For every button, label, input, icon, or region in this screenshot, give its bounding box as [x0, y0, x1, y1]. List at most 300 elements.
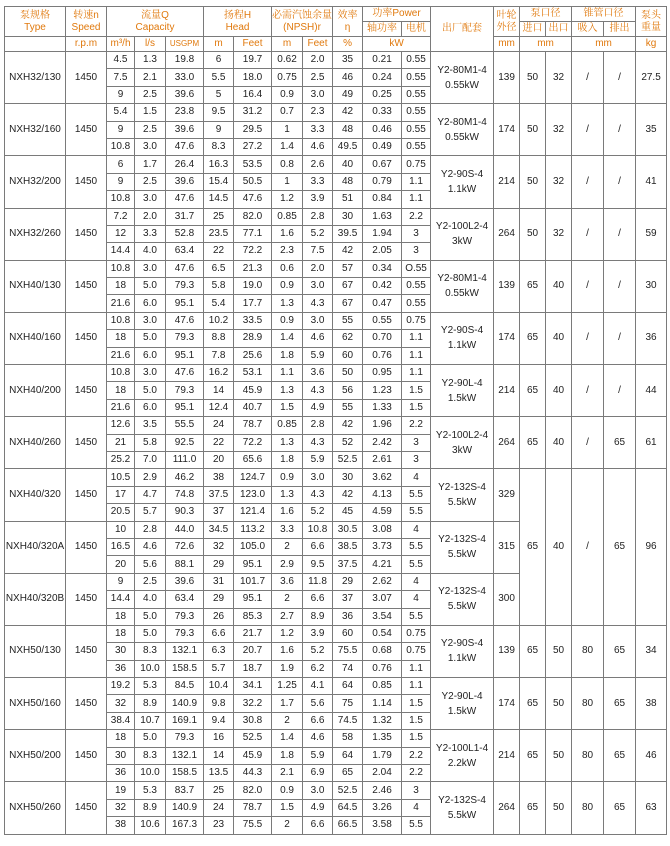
npsh-feet-cell: 2.6: [303, 156, 333, 173]
speed-cell: 1450: [66, 208, 107, 260]
npsh-m-cell: 1.25: [272, 678, 303, 695]
model-type-cell: NXH40/320B: [5, 573, 66, 625]
inlet-cell: 65: [520, 782, 546, 834]
impeller-cell: 214: [494, 365, 520, 417]
capacity-usgpm-cell: 132.1: [166, 643, 204, 660]
efficiency-cell: 40: [333, 156, 363, 173]
capacity-m3h-cell: 20.5: [107, 504, 135, 521]
capacity-ls-cell: 10.7: [135, 712, 166, 729]
shaft-power-cell: 0.24: [363, 69, 402, 86]
outlet-cell: 50: [546, 730, 572, 782]
npsh-feet-cell: 2.5: [303, 69, 333, 86]
impeller-cell: 264: [494, 782, 520, 834]
header-efficiency: 效率 η: [333, 7, 363, 37]
motor-match-cell: [431, 156, 494, 208]
weight-cell: 46: [636, 730, 667, 782]
head-m-cell: 12.4: [204, 399, 234, 416]
impeller-cell: 315: [494, 521, 520, 573]
head-feet-cell: 113.2: [234, 521, 272, 538]
motor-power-cell: 1.1: [402, 173, 431, 190]
unit-impeller: mm: [494, 37, 520, 52]
head-m-cell: 6.3: [204, 643, 234, 660]
npsh-m-cell: 2.9: [272, 556, 303, 573]
motor-power-cell: 0.55: [402, 104, 431, 121]
model-type-cell: NXH40/160: [5, 312, 66, 364]
capacity-usgpm-cell: 158.5: [166, 660, 204, 677]
head-feet-cell: 47.6: [234, 191, 272, 208]
head-feet-cell: 105.0: [234, 538, 272, 555]
motor-power-cell: 2.2: [402, 417, 431, 434]
capacity-m3h-cell: 30: [107, 747, 135, 764]
model-type-cell: NXH40/320A: [5, 521, 66, 573]
motor-model: Y2-132S-4: [438, 481, 486, 493]
speed-cell: 1450: [66, 521, 107, 573]
npsh-feet-cell: 6.6: [303, 591, 333, 608]
npsh-feet-cell: 9.5: [303, 556, 333, 573]
impeller-cell: 174: [494, 312, 520, 364]
motor-power-cell: 1.5: [402, 730, 431, 747]
capacity-m3h-cell: 12: [107, 225, 135, 242]
table-row: [5, 208, 667, 225]
npsh-feet-cell: 8.9: [303, 608, 333, 625]
capacity-m3h-cell: 18: [107, 382, 135, 399]
shaft-power-cell: 0.67: [363, 156, 402, 173]
capacity-ls-cell: 8.3: [135, 747, 166, 764]
efficiency-cell: 60: [333, 625, 363, 642]
shaft-power-cell: 2.61: [363, 451, 402, 468]
capacity-m3h-cell: 10.8: [107, 260, 135, 277]
shaft-power-cell: 1.35: [363, 730, 402, 747]
npsh-m-cell: 1.6: [272, 225, 303, 242]
header-npsh: 必需汽蚀余量 (NPSH)r: [272, 7, 333, 37]
head-feet-cell: 33.5: [234, 312, 272, 329]
capacity-usgpm-cell: 95.1: [166, 347, 204, 364]
head-feet-cell: 45.9: [234, 382, 272, 399]
motor-power-cell: 1.1: [402, 660, 431, 677]
header-units-row: [5, 37, 667, 52]
head-m-cell: 8.3: [204, 138, 234, 155]
capacity-m3h-cell: 21.6: [107, 399, 135, 416]
npsh-feet-cell: 5.2: [303, 504, 333, 521]
npsh-feet-cell: 3.9: [303, 625, 333, 642]
npsh-m-cell: 1.2: [272, 625, 303, 642]
header-suction: 吸入: [572, 22, 604, 37]
capacity-ls-cell: 3.0: [135, 312, 166, 329]
shaft-power-cell: 2.42: [363, 434, 402, 451]
motor-power-cell: 4: [402, 591, 431, 608]
capacity-usgpm-cell: 31.7: [166, 208, 204, 225]
head-feet-cell: 85.3: [234, 608, 272, 625]
motor-power-cell: 0.55: [402, 52, 431, 69]
head-feet-cell: 44.3: [234, 765, 272, 782]
speed-cell: 1450: [66, 573, 107, 625]
npsh-feet-cell: 4.6: [303, 330, 333, 347]
motor-power-cell: 1.1: [402, 347, 431, 364]
capacity-usgpm-cell: 23.8: [166, 104, 204, 121]
capacity-usgpm-cell: 90.3: [166, 504, 204, 521]
speed-cell: 1450: [66, 782, 107, 834]
motor-rating: 0.55kW: [445, 131, 479, 143]
capacity-usgpm-cell: 84.5: [166, 678, 204, 695]
motor-power-cell: 1.1: [402, 191, 431, 208]
inlet-cell: 65: [520, 625, 546, 677]
motor-model: Y2-80M1-4: [437, 116, 487, 128]
npsh-m-cell: 2: [272, 817, 303, 834]
capacity-ls-cell: 4.6: [135, 538, 166, 555]
discharge-cell: /: [604, 52, 636, 104]
capacity-ls-cell: 10.0: [135, 765, 166, 782]
motor-match-cell: [431, 678, 494, 730]
outlet-cell: 50: [546, 625, 572, 677]
impeller-cell: 264: [494, 208, 520, 260]
motor-rating: 5.5kW: [447, 809, 477, 821]
head-m-cell: 24: [204, 799, 234, 816]
capacity-ls-cell: 5.6: [135, 556, 166, 573]
capacity-ls-cell: 3.0: [135, 138, 166, 155]
outlet-cell: 50: [546, 782, 572, 834]
motor-power-cell: 4: [402, 573, 431, 590]
npsh-m-cell: 0.9: [272, 312, 303, 329]
shaft-power-cell: 0.47: [363, 295, 402, 312]
motor-model: Y2-132S-4: [438, 586, 486, 598]
motor-power-cell: 0.75: [402, 625, 431, 642]
efficiency-cell: 64: [333, 678, 363, 695]
head-m-cell: 5.4: [204, 295, 234, 312]
capacity-usgpm-cell: 52.8: [166, 225, 204, 242]
capacity-ls-cell: 4.0: [135, 243, 166, 260]
head-m-cell: 13.5: [204, 765, 234, 782]
speed-cell: 1450: [66, 625, 107, 677]
motor-model: Y2-100L1-4: [435, 742, 489, 754]
unit-type-blank: [5, 37, 66, 52]
head-feet-cell: 75.5: [234, 817, 272, 834]
capacity-usgpm-cell: 111.0: [166, 451, 204, 468]
suction-cell: /: [572, 260, 604, 312]
head-m-cell: 9.8: [204, 695, 234, 712]
npsh-m-cell: 1.2: [272, 191, 303, 208]
shaft-power-cell: 1.23: [363, 382, 402, 399]
weight-cell: 59: [636, 208, 667, 260]
efficiency-cell: 74.5: [333, 712, 363, 729]
shaft-power-cell: 1.14: [363, 695, 402, 712]
unit-ls: l/s: [135, 37, 166, 52]
header-discharge: 排出: [604, 22, 636, 37]
head-m-cell: 16: [204, 730, 234, 747]
capacity-ls-cell: 10.6: [135, 817, 166, 834]
discharge-cell: 65: [604, 417, 636, 469]
npsh-m-cell: 1.8: [272, 747, 303, 764]
header-motor-match: 出厂配套: [431, 7, 494, 52]
head-m-cell: 32: [204, 538, 234, 555]
shaft-power-cell: 3.07: [363, 591, 402, 608]
unit-head-feet: Feet: [234, 37, 272, 52]
motor-model: Y2-132S-4: [438, 794, 486, 806]
shaft-power-cell: 0.85: [363, 678, 402, 695]
motor-power-cell: 0.55: [402, 121, 431, 138]
npsh-feet-cell: 3.0: [303, 782, 333, 799]
capacity-usgpm-cell: 169.1: [166, 712, 204, 729]
motor-power-cell: 2.2: [402, 765, 431, 782]
shaft-power-cell: 1.63: [363, 208, 402, 225]
efficiency-cell: 50: [333, 365, 363, 382]
header-motor-power: 电机: [402, 22, 431, 37]
shaft-power-cell: 3.54: [363, 608, 402, 625]
suction-cell: /: [572, 365, 604, 417]
motor-rating: 3kW: [452, 444, 473, 456]
capacity-m3h-cell: 4.5: [107, 52, 135, 69]
head-m-cell: 37: [204, 504, 234, 521]
capacity-m3h-cell: 38.4: [107, 712, 135, 729]
impeller-cell: 139: [494, 52, 520, 104]
npsh-m-cell: 1.3: [272, 486, 303, 503]
capacity-ls-cell: 1.7: [135, 156, 166, 173]
efficiency-cell: 67: [333, 278, 363, 295]
header-outlet: 出口: [546, 22, 572, 37]
motor-rating: 1.1kW: [447, 653, 477, 665]
capacity-usgpm-cell: 79.3: [166, 330, 204, 347]
motor-rating: 5.5kW: [447, 496, 477, 508]
capacity-ls-cell: 10.0: [135, 660, 166, 677]
head-feet-cell: 40.7: [234, 399, 272, 416]
npsh-feet-cell: 3.6: [303, 365, 333, 382]
motor-power-cell: 3: [402, 225, 431, 242]
capacity-ls-cell: 3.0: [135, 365, 166, 382]
motor-power-cell: 5.5: [402, 608, 431, 625]
npsh-m-cell: 2: [272, 712, 303, 729]
npsh-feet-cell: 4.9: [303, 799, 333, 816]
capacity-ls-cell: 2.0: [135, 208, 166, 225]
efficiency-cell: 49: [333, 86, 363, 103]
npsh-feet-cell: 7.5: [303, 243, 333, 260]
motor-power-cell: 1.1: [402, 365, 431, 382]
efficiency-cell: 37: [333, 591, 363, 608]
table-body: [5, 7, 667, 835]
impeller-cell: 264: [494, 417, 520, 469]
capacity-ls-cell: 5.3: [135, 678, 166, 695]
head-feet-cell: 25.6: [234, 347, 272, 364]
capacity-ls-cell: 3.5: [135, 417, 166, 434]
inlet-cell: 50: [520, 52, 546, 104]
head-feet-cell: 77.1: [234, 225, 272, 242]
capacity-usgpm-cell: 33.0: [166, 69, 204, 86]
head-feet-cell: 52.5: [234, 730, 272, 747]
efficiency-cell: 57: [333, 260, 363, 277]
discharge-cell: 65: [604, 782, 636, 834]
motor-power-cell: 1.5: [402, 399, 431, 416]
suction-cell: 80: [572, 625, 604, 677]
npsh-m-cell: 1: [272, 121, 303, 138]
motor-match-cell: [431, 312, 494, 364]
head-m-cell: 6.6: [204, 625, 234, 642]
npsh-feet-cell: 10.8: [303, 521, 333, 538]
head-m-cell: 8.8: [204, 330, 234, 347]
discharge-cell: /: [604, 365, 636, 417]
inlet-cell: 50: [520, 156, 546, 208]
motor-rating: 3kW: [452, 236, 473, 248]
shaft-power-cell: 0.76: [363, 347, 402, 364]
efficiency-cell: 62: [333, 330, 363, 347]
head-feet-cell: 101.7: [234, 573, 272, 590]
capacity-m3h-cell: 7.2: [107, 208, 135, 225]
motor-power-cell: 1.5: [402, 382, 431, 399]
discharge-cell: /: [604, 104, 636, 156]
head-m-cell: 9.5: [204, 104, 234, 121]
npsh-m-cell: 1.5: [272, 799, 303, 816]
capacity-usgpm-cell: 95.1: [166, 295, 204, 312]
capacity-m3h-cell: 19.2: [107, 678, 135, 695]
efficiency-cell: 37.5: [333, 556, 363, 573]
head-feet-cell: 30.8: [234, 712, 272, 729]
efficiency-cell: 58: [333, 730, 363, 747]
impeller-cell: 174: [494, 678, 520, 730]
efficiency-cell: 39.5: [333, 225, 363, 242]
speed-cell: 1450: [66, 678, 107, 730]
discharge-cell: 65: [604, 730, 636, 782]
motor-power-cell: 1.1: [402, 330, 431, 347]
npsh-feet-cell: 4.6: [303, 138, 333, 155]
npsh-feet-cell: 4.3: [303, 434, 333, 451]
motor-match-cell: [431, 417, 494, 469]
shaft-power-cell: 0.21: [363, 52, 402, 69]
motor-power-cell: 5.5: [402, 817, 431, 834]
capacity-m3h-cell: 12.6: [107, 417, 135, 434]
capacity-usgpm-cell: 39.6: [166, 86, 204, 103]
shaft-power-cell: 2.04: [363, 765, 402, 782]
header-speed: 转速n Speed: [66, 7, 107, 37]
capacity-ls-cell: 8.3: [135, 643, 166, 660]
npsh-m-cell: 2: [272, 591, 303, 608]
head-m-cell: 16.3: [204, 156, 234, 173]
npsh-feet-cell: 3.0: [303, 278, 333, 295]
head-feet-cell: 20.7: [234, 643, 272, 660]
capacity-usgpm-cell: 39.6: [166, 573, 204, 590]
capacity-usgpm-cell: 63.4: [166, 591, 204, 608]
motor-power-cell: 2.2: [402, 208, 431, 225]
npsh-feet-cell: 2.8: [303, 208, 333, 225]
model-type-cell: NXH40/130: [5, 260, 66, 312]
header-row-1: [5, 7, 667, 22]
shaft-power-cell: 1.33: [363, 399, 402, 416]
head-feet-cell: 17.7: [234, 295, 272, 312]
npsh-feet-cell: 5.9: [303, 347, 333, 364]
capacity-m3h-cell: 30: [107, 643, 135, 660]
capacity-usgpm-cell: 95.1: [166, 399, 204, 416]
head-m-cell: 31: [204, 573, 234, 590]
capacity-ls-cell: 5.0: [135, 382, 166, 399]
npsh-m-cell: 2: [272, 538, 303, 555]
head-m-cell: 22: [204, 243, 234, 260]
capacity-ls-cell: 5.3: [135, 782, 166, 799]
npsh-m-cell: 0.6: [272, 260, 303, 277]
motor-power-cell: 0.75: [402, 156, 431, 173]
inlet-cell: 65: [520, 365, 546, 417]
motor-model: Y2-90L-4: [441, 690, 483, 702]
npsh-m-cell: 1.9: [272, 660, 303, 677]
capacity-m3h-cell: 32: [107, 695, 135, 712]
efficiency-cell: 55: [333, 399, 363, 416]
npsh-m-cell: 1.3: [272, 295, 303, 312]
efficiency-cell: 30: [333, 208, 363, 225]
outlet-cell: 32: [546, 52, 572, 104]
discharge-cell: /: [604, 156, 636, 208]
motor-model: Y2-90S-4: [440, 325, 484, 337]
unit-efficiency: %: [333, 37, 363, 52]
motor-power-cell: 0.55: [402, 295, 431, 312]
motor-power-cell: 5.5: [402, 538, 431, 555]
outlet-cell: 40: [546, 417, 572, 469]
capacity-ls-cell: 6.0: [135, 347, 166, 364]
shaft-power-cell: 3.08: [363, 521, 402, 538]
table-row: [5, 625, 667, 642]
shaft-power-cell: 0.33: [363, 104, 402, 121]
motor-rating: 0.55kW: [445, 288, 479, 300]
npsh-m-cell: 0.85: [272, 208, 303, 225]
npsh-feet-cell: 3.3: [303, 173, 333, 190]
capacity-m3h-cell: 10.8: [107, 138, 135, 155]
capacity-ls-cell: 1.5: [135, 104, 166, 121]
inlet-cell: 50: [520, 208, 546, 260]
model-type-cell: NXH50/200: [5, 730, 66, 782]
head-feet-cell: 53.5: [234, 156, 272, 173]
npsh-m-cell: 1.8: [272, 451, 303, 468]
capacity-ls-cell: 5.7: [135, 504, 166, 521]
capacity-usgpm-cell: 79.3: [166, 278, 204, 295]
discharge-cell: /: [604, 260, 636, 312]
npsh-feet-cell: 2.0: [303, 52, 333, 69]
shaft-power-cell: 4.59: [363, 504, 402, 521]
capacity-m3h-cell: 25.2: [107, 451, 135, 468]
efficiency-cell: 66.5: [333, 817, 363, 834]
capacity-usgpm-cell: 26.4: [166, 156, 204, 173]
capacity-usgpm-cell: 19.8: [166, 52, 204, 69]
motor-power-cell: 1.5: [402, 695, 431, 712]
head-feet-cell: 53.1: [234, 365, 272, 382]
head-m-cell: 38: [204, 469, 234, 486]
impeller-cell: 214: [494, 156, 520, 208]
npsh-feet-cell: 6.6: [303, 817, 333, 834]
motor-model: Y2-90S-4: [440, 168, 484, 180]
header-impeller: 叶轮 外径: [494, 7, 520, 37]
capacity-usgpm-cell: 47.6: [166, 312, 204, 329]
motor-match-cell: [431, 365, 494, 417]
npsh-m-cell: 1.6: [272, 643, 303, 660]
capacity-m3h-cell: 18: [107, 278, 135, 295]
pump-spec-table: [4, 6, 667, 835]
efficiency-cell: 56: [333, 382, 363, 399]
head-feet-cell: 31.2: [234, 104, 272, 121]
head-m-cell: 23: [204, 817, 234, 834]
head-m-cell: 25: [204, 782, 234, 799]
speed-cell: 1450: [66, 469, 107, 521]
npsh-m-cell: 1.3: [272, 434, 303, 451]
capacity-ls-cell: 4.7: [135, 486, 166, 503]
npsh-m-cell: 0.9: [272, 469, 303, 486]
capacity-m3h-cell: 6: [107, 156, 135, 173]
npsh-m-cell: 0.9: [272, 86, 303, 103]
suction-cell: /: [572, 156, 604, 208]
npsh-feet-cell: 2.0: [303, 260, 333, 277]
capacity-m3h-cell: 7.5: [107, 69, 135, 86]
head-feet-cell: 19.7: [234, 52, 272, 69]
weight-cell: 44: [636, 365, 667, 417]
motor-match-cell: [431, 104, 494, 156]
suction-cell: /: [572, 312, 604, 364]
head-feet-cell: 78.7: [234, 417, 272, 434]
table-row: [5, 52, 667, 69]
weight-cell: 41: [636, 156, 667, 208]
motor-match-cell: [431, 730, 494, 782]
npsh-feet-cell: 6.2: [303, 660, 333, 677]
